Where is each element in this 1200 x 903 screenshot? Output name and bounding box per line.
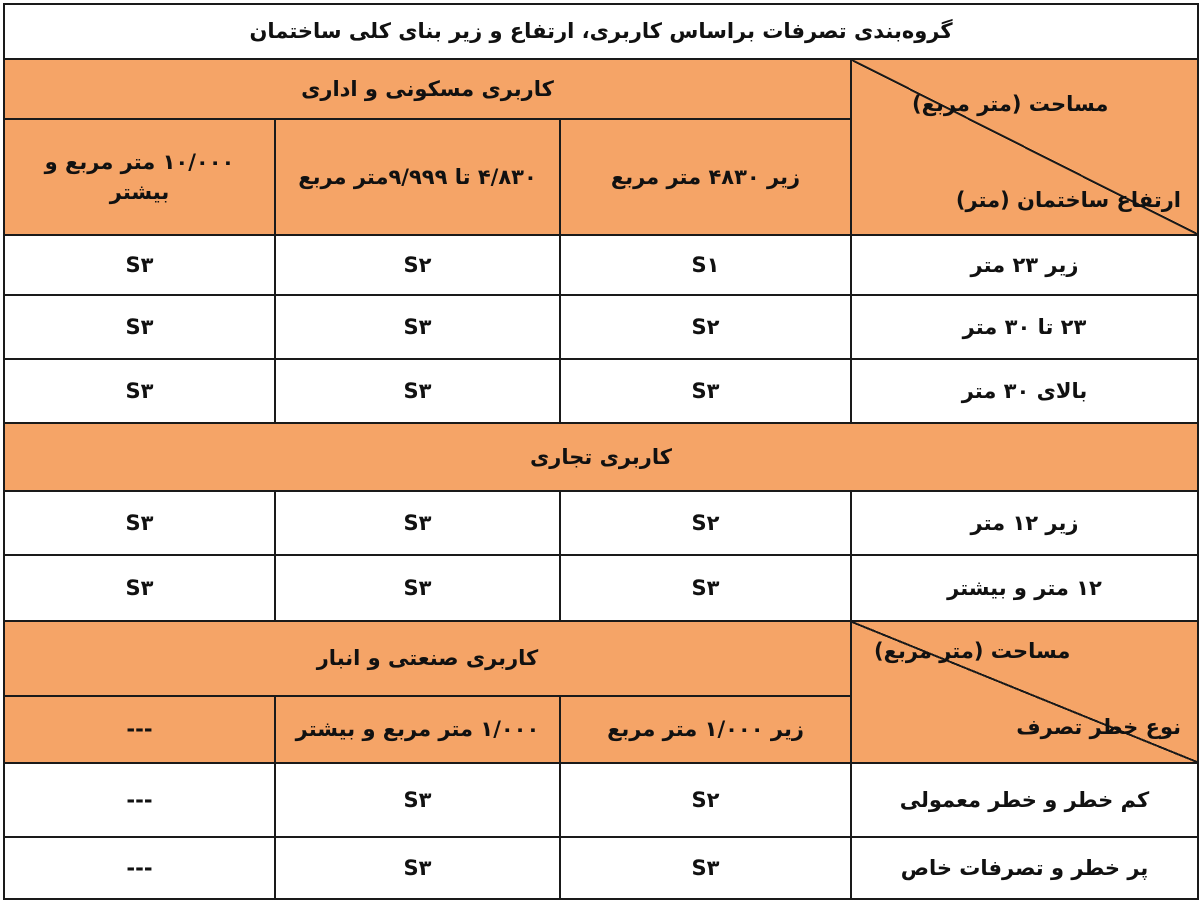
row-label: ۱۲ متر و بیشتر [851,555,1198,621]
table-row [4,491,1198,555]
table-cell: S۳ [275,837,560,899]
table-cell: S۲ [275,235,560,295]
row-label: پر خطر و تصرفات خاص [851,837,1198,899]
column-header: --- [4,696,275,763]
row-label: بالای ۳۰ متر [851,359,1198,423]
table-title: گروه‌بندی تصرفات براساس کاربری، ارتفاع و زیر بنای کلی ساختمان [4,4,1198,59]
table-cell: S۳ [560,359,851,423]
table-cell: --- [4,763,275,837]
table-cell: S۱ [560,235,851,295]
section3-corner-cell [851,621,1198,763]
section1-corner-top: مساحت (متر مربع) [912,92,1109,116]
row-label: کم خطر و خطر معمولی [851,763,1198,837]
table-cell: S۳ [4,555,275,621]
section2-group-header: کاربری تجاری [4,423,1198,491]
table-cell: S۳ [560,837,851,899]
occupancy-classification-table [3,3,1199,900]
column-header: زیر ۱/۰۰۰ متر مربع [560,696,851,763]
table-cell: S۳ [560,555,851,621]
section1-corner-bottom: ارتفاع ساختمان (متر) [955,187,1181,212]
section2-header-row [4,423,1198,491]
column-header: ۴/۸۳۰ تا ۹/۹۹۹متر مربع [275,119,560,235]
table-row [4,763,1198,837]
column-header: ۱۰/۰۰۰ متر مربع و بیشتر [4,119,275,235]
table-cell: --- [4,837,275,899]
table-cell: S۳ [275,763,560,837]
section3-header-row [4,621,1198,696]
table-row [4,359,1198,423]
title-row [4,4,1198,59]
section3-group-header: کاربری صنعتی و انبار [4,621,851,696]
table-cell: S۳ [4,491,275,555]
table-cell: S۳ [4,295,275,359]
table-cell: S۲ [560,295,851,359]
table-cell: S۳ [275,359,560,423]
table-cell: S۳ [4,359,275,423]
column-header: ۱/۰۰۰ متر مربع و بیشتر [275,696,560,763]
table-row [4,235,1198,295]
table-cell: S۲ [560,763,851,837]
table-cell: S۳ [275,555,560,621]
row-label: زیر ۲۳ متر [851,235,1198,295]
row-label: زیر ۱۲ متر [851,491,1198,555]
table-cell: S۲ [560,491,851,555]
table-row [4,555,1198,621]
section3-corner-top: مساحت (متر مربع) [874,639,1071,663]
table-row [4,295,1198,359]
section1-header-row [4,59,1198,119]
table-cell: S۳ [275,295,560,359]
section1-corner-cell [851,59,1198,235]
column-header: زیر ۴۸۳۰ متر مربع [560,119,851,235]
section1-group-header: کاربری مسکونی و اداری [4,59,851,119]
section3-corner-bottom: نوع خطر تصرف [1016,714,1181,739]
table-row [4,837,1198,899]
table-cell: S۳ [275,491,560,555]
row-label: ۲۳ تا ۳۰ متر [851,295,1198,359]
table-cell: S۳ [4,235,275,295]
